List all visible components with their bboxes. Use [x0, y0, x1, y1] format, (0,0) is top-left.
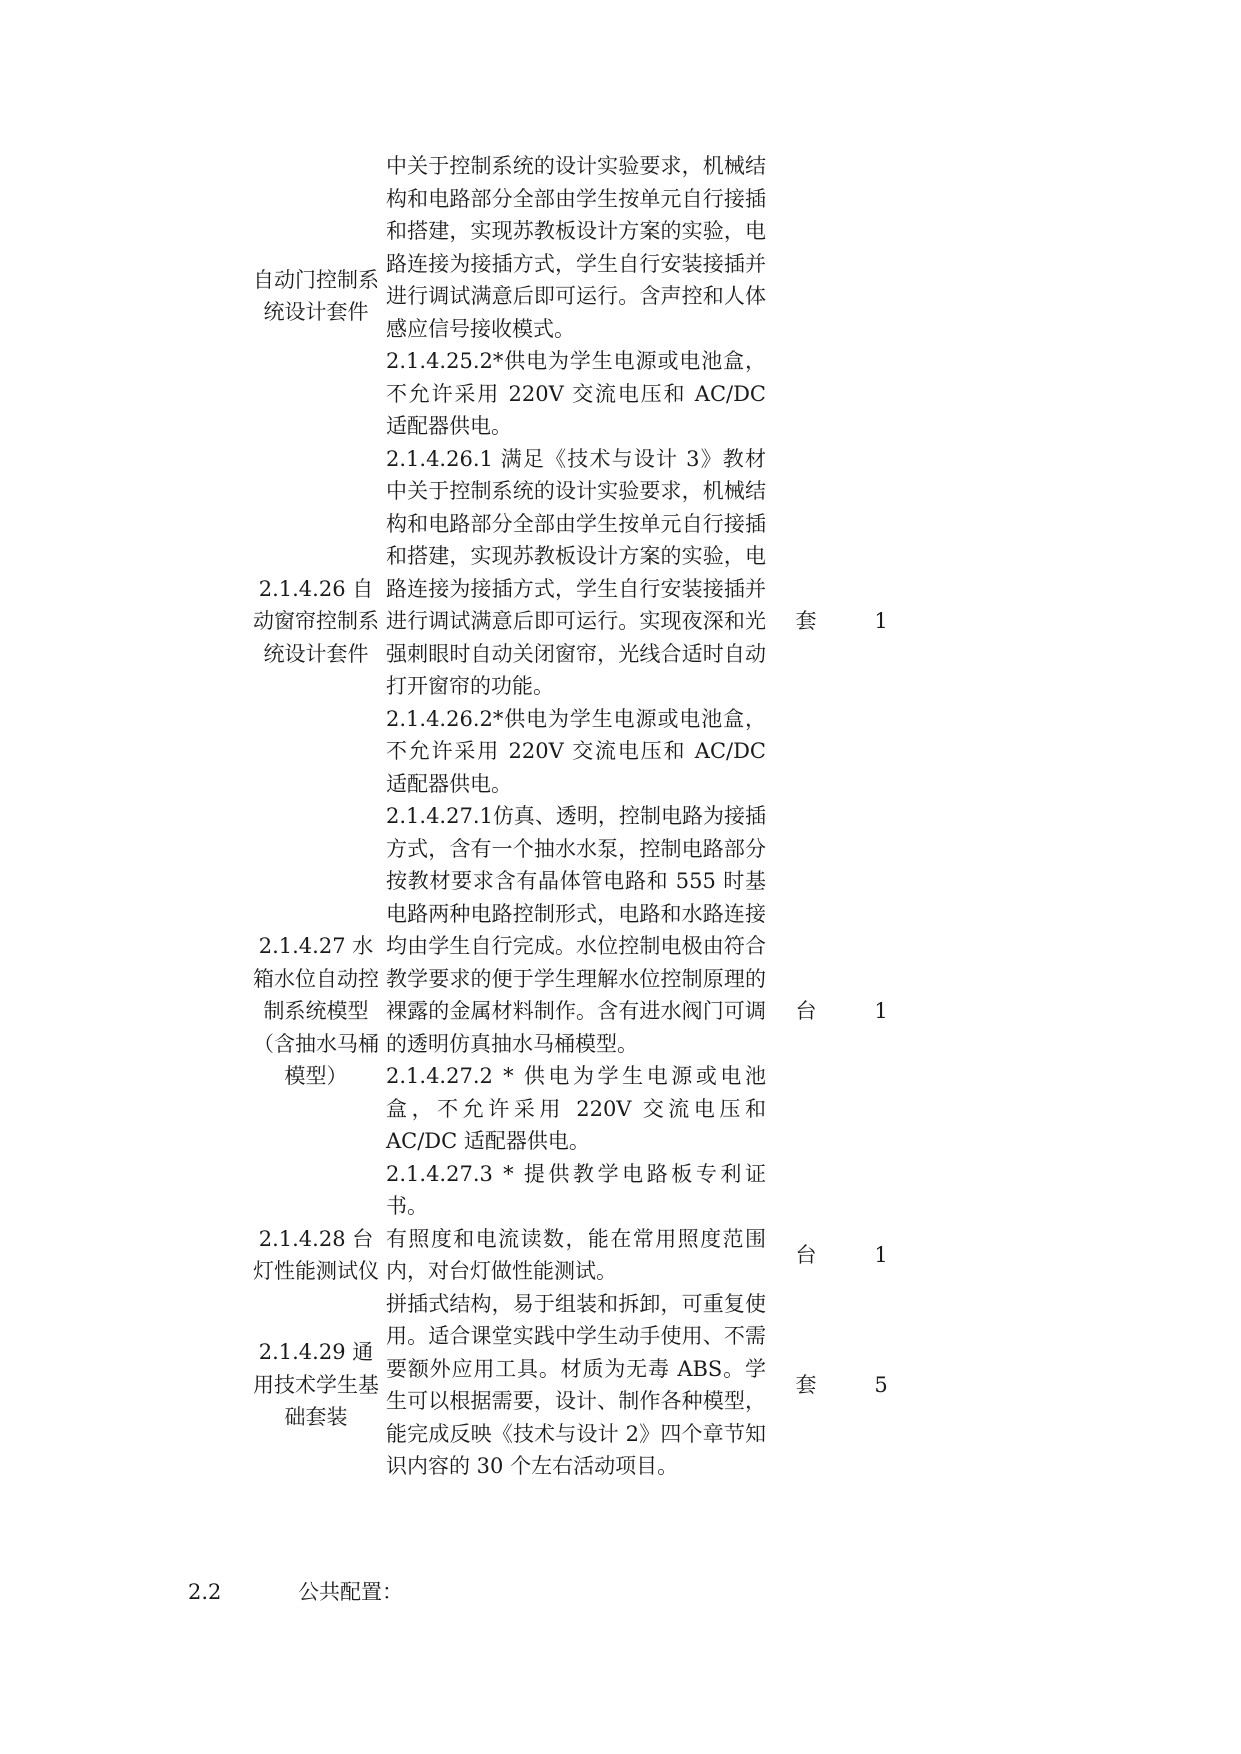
description-paragraph: 2.1.4.27.3 * 提供教学电路板专利证书。 — [386, 1161, 766, 1218]
description-paragraph: 中关于控制系统的设计实验要求，机械结构和电路部分全部由学生按单元自行接插和搭建，实现苏教板设计方案的实验，电路连接为接插方式，学生自行安装接插并进行调试满意后即可运行。含声控和人体感应信号接收模式。 — [386, 154, 766, 341]
table-row — [250, 1223, 916, 1288]
item-description — [382, 150, 766, 443]
section-heading — [188, 1576, 403, 1608]
item-unit: 套 — [795, 1372, 817, 1397]
item-name: 2.1.4.29 通用技术学生基础套装 — [253, 1340, 379, 1430]
table-row — [250, 1288, 916, 1483]
description-paragraph: 2.1.4.27.2 * 供电为学生电源或电池盒，不允许采用 220V 交流电压和 AC/DC 适配器供电。 — [386, 1064, 766, 1153]
table-row — [250, 443, 916, 801]
description-paragraph: 有照度和电流读数，能在常用照度范围内，对台灯做性能测试。 — [386, 1226, 766, 1283]
item-quantity: 1 — [874, 609, 888, 633]
description-paragraph: 拼插式结构，易于组装和拆卸，可重复使用。适合课堂实践中学生动手使用、不需要额外应用工具。材质为无毒 ABS。学生可以根据需要，设计、制作各种模型，能完成反映《技术与设计 2》四个章节知识内容的 30 个左右活动项目。 — [386, 1291, 766, 1478]
table-row — [250, 150, 916, 443]
item-quantity — [846, 150, 916, 443]
item-description — [382, 800, 766, 1223]
item-description — [382, 1223, 766, 1288]
item-name: 2.1.4.27 水箱水位自动控制系统模型（含抽水马桶模型） — [253, 934, 379, 1088]
description-paragraph: 2.1.4.26.2*供电为学生电源或电池盒，不允许采用 220V 交流电压和 AC/DC 适配器供电。 — [386, 706, 766, 796]
item-unit: 台 — [795, 1242, 817, 1267]
section-number: 2.2 — [188, 1580, 222, 1604]
table-row — [250, 800, 916, 1223]
equipment-spec-table — [250, 150, 916, 1483]
item-quantity: 1 — [874, 999, 888, 1023]
section-title: 公共配置： — [298, 1580, 403, 1604]
item-unit: 套 — [795, 609, 817, 633]
item-description — [382, 1288, 766, 1483]
item-name: 2.1.4.26 自动窗帘控制系统设计套件 — [253, 576, 379, 666]
item-unit — [766, 150, 846, 443]
description-paragraph: 2.1.4.27.1仿真、透明，控制电路为接插方式，含有一个抽水水泵，控制电路部分按教材要求含有晶体管电路和 555 时基电路两种电路控制形式，电路和水路连接均由学生自行完成。水位控制电极由符合教学要求的便于学生理解水位控制原理的裸露的金属材料制作。含有进水阀门可调的透明仿真抽水马桶模型。 — [386, 804, 766, 1056]
description-paragraph: 2.1.4.25.2*供电为学生电源或电池盒，不允许采用 220V 交流电压和 AC/DC 适配器供电。 — [386, 349, 766, 438]
item-name: 2.1.4.28 台灯性能测试仪 — [253, 1226, 379, 1283]
description-paragraph: 2.1.4.26.1 满足《技术与设计 3》教材中关于控制系统的设计实验要求，机械结构和电路部分全部由学生按单元自行接插和搭建，实现苏教板设计方案的实验，电路连接为接插方式，学生自行安装接插并进行调试满意后即可运行。实现夜深和光强刺眼时自动关闭窗帘，光线合适时自动打开窗帘的功能。 — [386, 446, 766, 698]
item-quantity: 1 — [874, 1242, 888, 1267]
item-name: 自动门控制系统设计套件 — [253, 267, 379, 325]
item-description — [382, 443, 766, 801]
item-unit: 台 — [795, 999, 817, 1023]
item-quantity: 5 — [874, 1372, 888, 1397]
